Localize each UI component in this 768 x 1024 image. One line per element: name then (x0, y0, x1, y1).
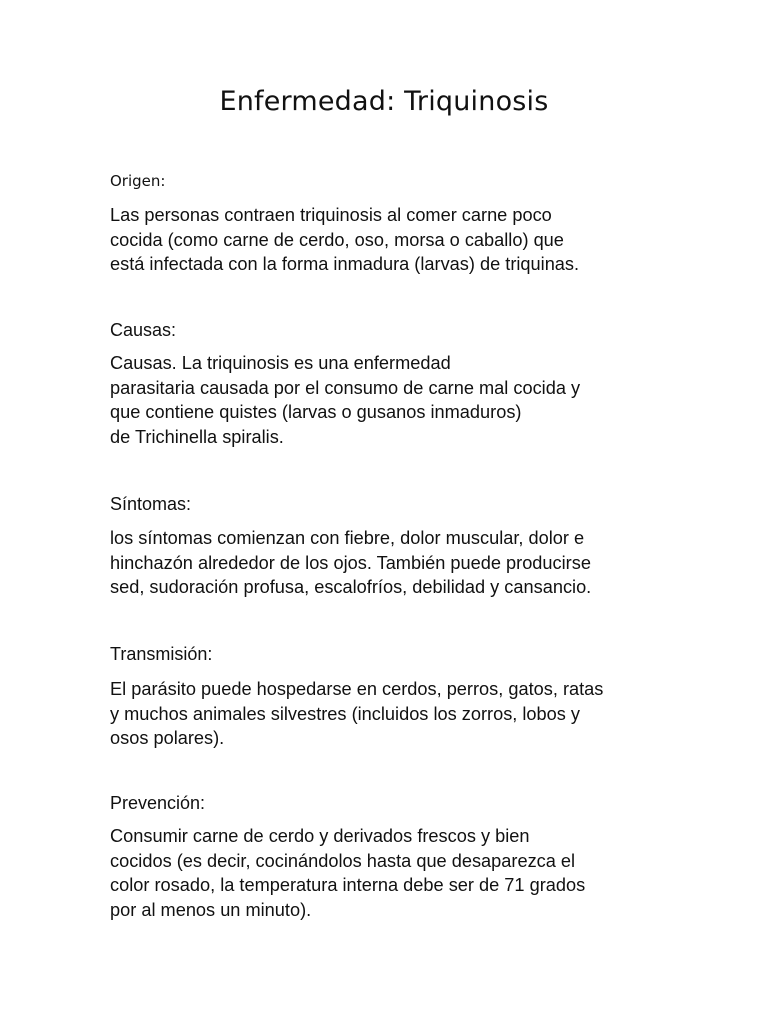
body-line: Causas. La triquinosis es una enfermedad (110, 353, 451, 373)
body-line: está infectada con la forma inmadura (larvas) de triquinas. (110, 254, 580, 274)
section-heading-prevencion: Prevención: (110, 793, 206, 813)
body-line: cocidos (es decir, cocinándolos hasta que desaparezca el (110, 850, 576, 871)
section-body-prevencion (110, 824, 670, 922)
section-heading-sintomas: Síntomas: (110, 494, 192, 514)
section-heading-causas: Causas: (110, 320, 177, 340)
body-line: los síntomas comienzan con fiebre, dolor muscular, dolor e (110, 528, 585, 548)
body-line: sed, sudoración profusa, escalofríos, debilidad y cansancio. (110, 577, 592, 597)
body-line: por al menos un minuto). (110, 899, 312, 920)
body-line: hinchazón alrededor de los ojos. También puede producirse (110, 552, 591, 573)
body-line: Las personas contraen triquinosis al comer carne poco (110, 205, 552, 225)
section-heading-transmision: Transmisión: (110, 644, 213, 664)
body-line: que contiene quistes (larvas o gusanos inmaduros) (110, 402, 522, 422)
page-title: Enfermedad: Triquinosis (219, 86, 549, 117)
body-line: El parásito puede hospedarse en cerdos, perros, gatos, ratas (110, 679, 604, 699)
body-line: parasitaria causada por el consumo de carne mal cocida y (110, 377, 581, 398)
body-line: color rosado, la temperatura interna debe ser de 71 grados (110, 875, 586, 895)
body-line: cocida (como carne de cerdo, oso, morsa o caballo) que (110, 229, 564, 250)
section-body-origen (110, 203, 670, 277)
body-line: y muchos animales silvestres (incluidos los zorros, lobos y (110, 703, 581, 724)
section-body-causas (110, 351, 670, 449)
section-body-sintomas (110, 526, 670, 600)
section-body-transmision (110, 677, 670, 751)
body-line: de Trichinella spiralis. (110, 426, 284, 447)
section-heading-origen: Origen: (110, 172, 166, 190)
body-line: osos polares). (110, 728, 225, 748)
body-line: Consumir carne de cerdo y derivados frescos y bien (110, 826, 530, 846)
